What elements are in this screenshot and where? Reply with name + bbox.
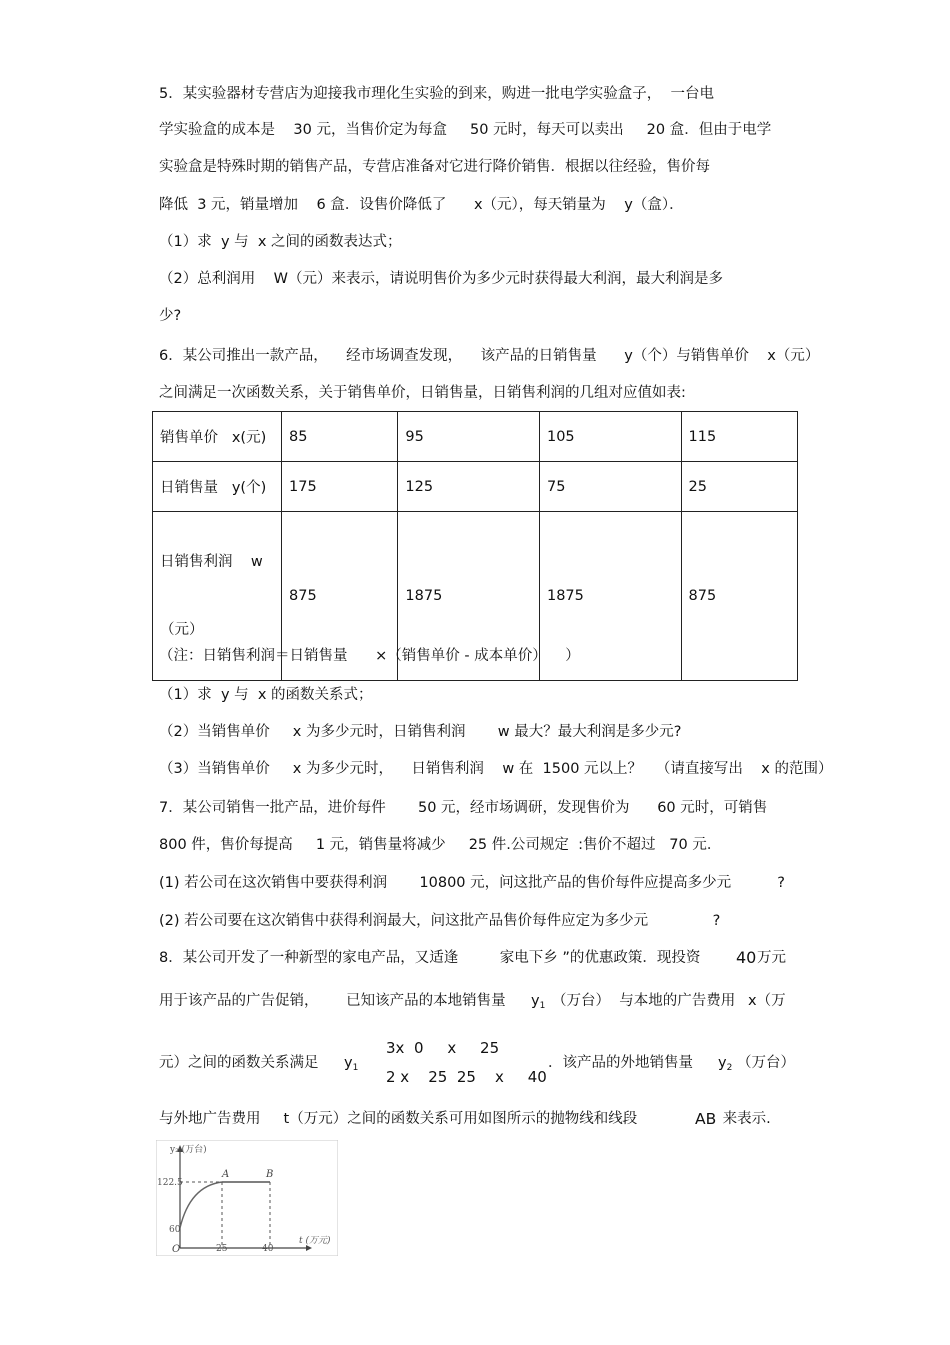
table-cell: 1875	[398, 512, 540, 681]
q5-part-1: （1）求 y 与 x 之间的函数表达式；	[159, 234, 402, 250]
table-cell: 875	[282, 512, 398, 681]
q6-note: （注：日销售利润＝日销售量 ×（销售单价 - 成本单价） ）	[159, 648, 580, 664]
q8-line-2b: （万台） 与本地的广告费用	[552, 993, 736, 1009]
q8-line-2c: x（万	[748, 993, 786, 1009]
table-cell: 日销售量 y(个)	[153, 462, 282, 512]
q7-line-1: 7．某公司销售一批产品，进价每件 50 元，经市场调研，发现售价为 60 元时，可销售	[159, 800, 768, 816]
q8-line-3c: （万台）	[737, 1055, 795, 1071]
x-tick-40: 40	[262, 1244, 274, 1254]
table-row	[153, 412, 798, 462]
q8-y1-formula-subscript: 1	[352, 1063, 359, 1073]
q8-y1-symbol: y	[531, 993, 540, 1009]
q6-part-1: （1）求 y 与 x 的函数关系式；	[159, 687, 373, 703]
table-cell: 1875	[539, 512, 681, 681]
table-cell: 115	[681, 412, 797, 462]
q5-line-4: 降低 3 元，销量增加 6 盒．设售价降低了 x（元），每天销量为 y（盒）．	[159, 197, 684, 213]
table-cell: 95	[398, 412, 540, 462]
q5-line-1: 5．某实验器材专营店为迎接我市理化生实验的到来，购进一批电学实验盒子， 一台电	[159, 86, 714, 102]
q8-line-1: 8．某公司开发了一种新型的家电产品，又适逢 家电下乡 ”的优惠政策．现投资	[159, 950, 701, 966]
origin-label: O	[172, 1244, 181, 1255]
q6-line-2: 之间满足一次函数关系，关于销售单价，日销售量，日销售利润的几组对应值如表:	[159, 385, 686, 401]
q5-part-2: （2）总利润用 W（元）来表示，请说明售价为多少元时获得最大利润，最大利润是多	[159, 271, 723, 287]
q8-line-4c: 来表示.	[718, 1111, 771, 1127]
table-row	[153, 462, 798, 512]
q8-line-2a: 用于该产品的广告促销， 已知该产品的本地销售量	[159, 993, 506, 1009]
table-cell: 25	[681, 462, 797, 512]
q8-line-4a: 与外地广告费用 t（万元）之间的函数关系可用如图所示的抛物线和线段	[159, 1111, 638, 1127]
y2-graph	[156, 1140, 338, 1256]
table-cell: 75	[539, 462, 681, 512]
q8-line-3a: 元）之间的函数关系满足	[159, 1055, 319, 1071]
y-tick-60: 60	[169, 1225, 181, 1235]
q8-ab-label: AB	[695, 1110, 717, 1128]
table-cell: 销售单价 x(元)	[153, 412, 282, 462]
y-tick-122-5: 122.5	[157, 1178, 183, 1188]
q8-y2-subscript: 2	[726, 1063, 733, 1073]
q6-table	[152, 411, 798, 681]
q6-part-2: （2）当销售单价 x 为多少元时，日销售利润 w 最大？最大利润是多少元?	[159, 724, 682, 740]
q8-y1	[531, 991, 545, 1016]
q7-part-2: (2) 若公司要在这次销售中获得利润最大，问这批产品售价每件应定为多少元 ?	[159, 913, 721, 929]
q8-y1-formula-symbol: y	[344, 1055, 353, 1071]
q5-line-7: 少?	[159, 308, 182, 324]
q8-invest-number: 40	[736, 948, 757, 967]
table-head-line-1: 日销售利润 w	[160, 554, 263, 570]
q8-y2-symbol: y	[718, 1055, 727, 1071]
q6-line-1: 6．某公司推出一款产品， 经市场调查发现， 该产品的日销售量 y（个）与销售单价 x（元）	[159, 348, 820, 364]
x-tick-25: 25	[216, 1244, 228, 1254]
y-axis-label: y₂ (万台)	[170, 1145, 207, 1155]
q5-line-2: 学实验盒的成本是 30 元，当售价定为每盒 50 元时，每天可以卖出 20 盒．但由于电学	[159, 122, 772, 138]
table-cell: 85	[282, 412, 398, 462]
point-a-label: A	[222, 1169, 230, 1180]
q8-y1-formula	[344, 1053, 358, 1078]
q5-line-3: 实验盒是特殊时期的销售产品，专营店准备对它进行降价销售．根据以往经验，售价每	[159, 159, 710, 175]
q8-y2	[718, 1053, 732, 1078]
q6-part-3: （3）当销售单价 x 为多少元时， 日销售利润 w 在 1500 元以上？ （请直接写出 x 的范围）	[159, 761, 833, 777]
table-cell: 125	[398, 462, 540, 512]
q8-line-3b: ．该产品的外地销售量	[548, 1055, 693, 1071]
q8-piecewise-bottom: 2 x 25 25 x 40	[386, 1068, 547, 1086]
q8-invest-unit: 万元	[757, 950, 786, 966]
table-cell: 175	[282, 462, 398, 512]
q8-piecewise-top: 3x 0 x 25	[386, 1039, 500, 1057]
point-b-label: B	[266, 1169, 274, 1180]
x-axis-label: t (万元)	[299, 1236, 331, 1246]
q7-part-1: (1) 若公司在这次销售中要获得利润 10800 元，问这批产品的售价每件应提高多少元 ?	[159, 875, 785, 891]
table-head-line-2: （元）	[160, 622, 204, 638]
q7-line-2: 800 件，售价每提高 1 元，销售量将减少 25 件.公司规定 :售价不超过 70 元．	[159, 837, 722, 853]
table-cell: 105	[539, 412, 681, 462]
table-cell: 875	[681, 512, 797, 681]
q8-y1-subscript: 1	[539, 1001, 546, 1011]
